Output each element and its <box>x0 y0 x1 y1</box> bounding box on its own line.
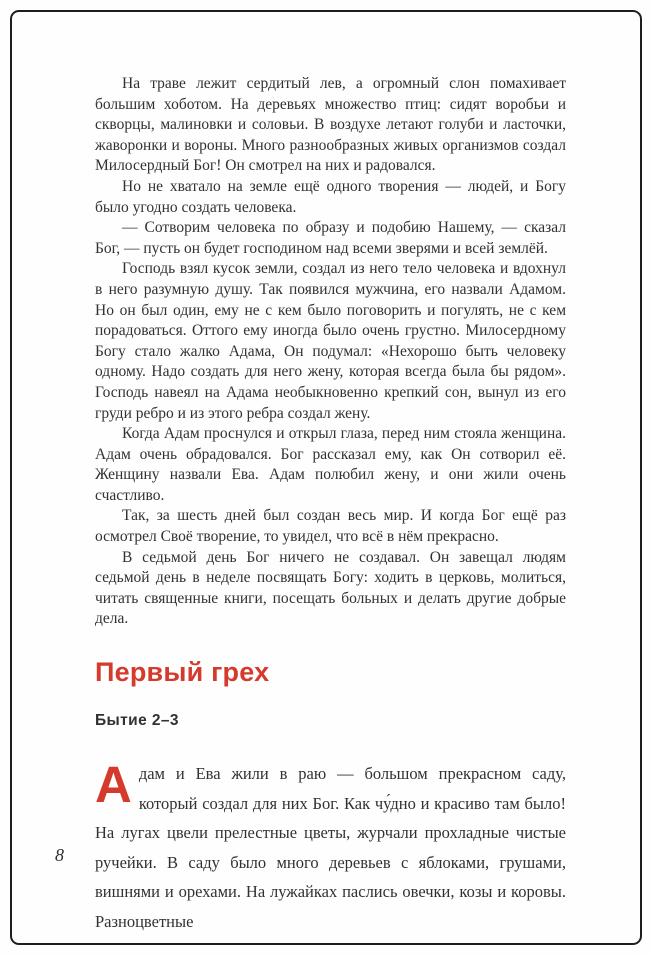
dropcap-letter: А <box>95 756 132 814</box>
opening-paragraph <box>95 756 566 936</box>
section-heading: Первый грех <box>95 657 270 688</box>
opening-text: дам и Ева жили в раю — большом прекрасном саду, который создал для них Бог. Как чу́дно и красиво там было! На лугах цвели прелестные цветы, журчали прохладные чистые ручейки. В саду было много деревьев с яблоками, грушами, вишнями и орехами. На лужайках паслись овечки, козы и коровы. Разноцветные <box>95 764 566 931</box>
paragraph: — Сотворим человека по образу и подобию Нашему, — сказал Бог, — пусть он будет господином над всеми зверями и всей землёй. <box>95 219 566 257</box>
paragraph: Когда Адам проснулся и открыл глаза, перед ним стояла женщина. Адам очень обрадовался. Бог рассказал ему, как Он сотворил её. Женщину назвали Ева. Адам полюбил жену, и они жили очень счастливо. <box>95 425 566 504</box>
paragraph: Но не хватало на земле ещё одного творения — людей, и Богу было угодно создать человека. <box>95 177 566 216</box>
page-number: 8 <box>55 845 64 865</box>
page-content <box>95 74 566 936</box>
paragraph: На траве лежит сердитый лев, а огромный слон помахивает большим хоботом. На деревьях множество птиц: сидят воробьи и скворцы, малиновки и соловьи. В воздухе летают голуби и ласточки, жаворонки и вороны. Много разнообразных живых организмов создал Милосердный Бог! Он смотрел на них и радовался. <box>95 75 566 175</box>
paragraph: Господь взял кусок земли, создал из него тело человека и вдохнул в него разумную душу. Так появился мужчина, его назвали Адамом. Но он был один, ему не с кем было поговорить и погулять, не с кем порадоваться. Оттого ему иногда было очень грустно. Милосердному Богу стало жалко Адама, Он подумал: «Нехорошо быть человеку одному. Надо создать для него жену, которая всегда была бы рядом». Господь навеял на Адама необыкновенно крепкий сон, вынул из его груди ребро и из этого ребра создал жену. <box>95 260 566 422</box>
paragraph: В седьмой день Бог ничего не создавал. Он завещал людям седьмой день в неделе посвящать Богу: ходить в церковь, молиться, читать священные книги, посещать больных и делать другие добрые дела. <box>95 548 566 628</box>
paragraph: Так, за шесть дней был создан весь мир. И когда Бог ещё раз осмотрел Своё творение, то увидел, что всё в нём прекрасно. <box>95 507 566 546</box>
section-subheading: Бытие 2–3 <box>95 712 179 730</box>
